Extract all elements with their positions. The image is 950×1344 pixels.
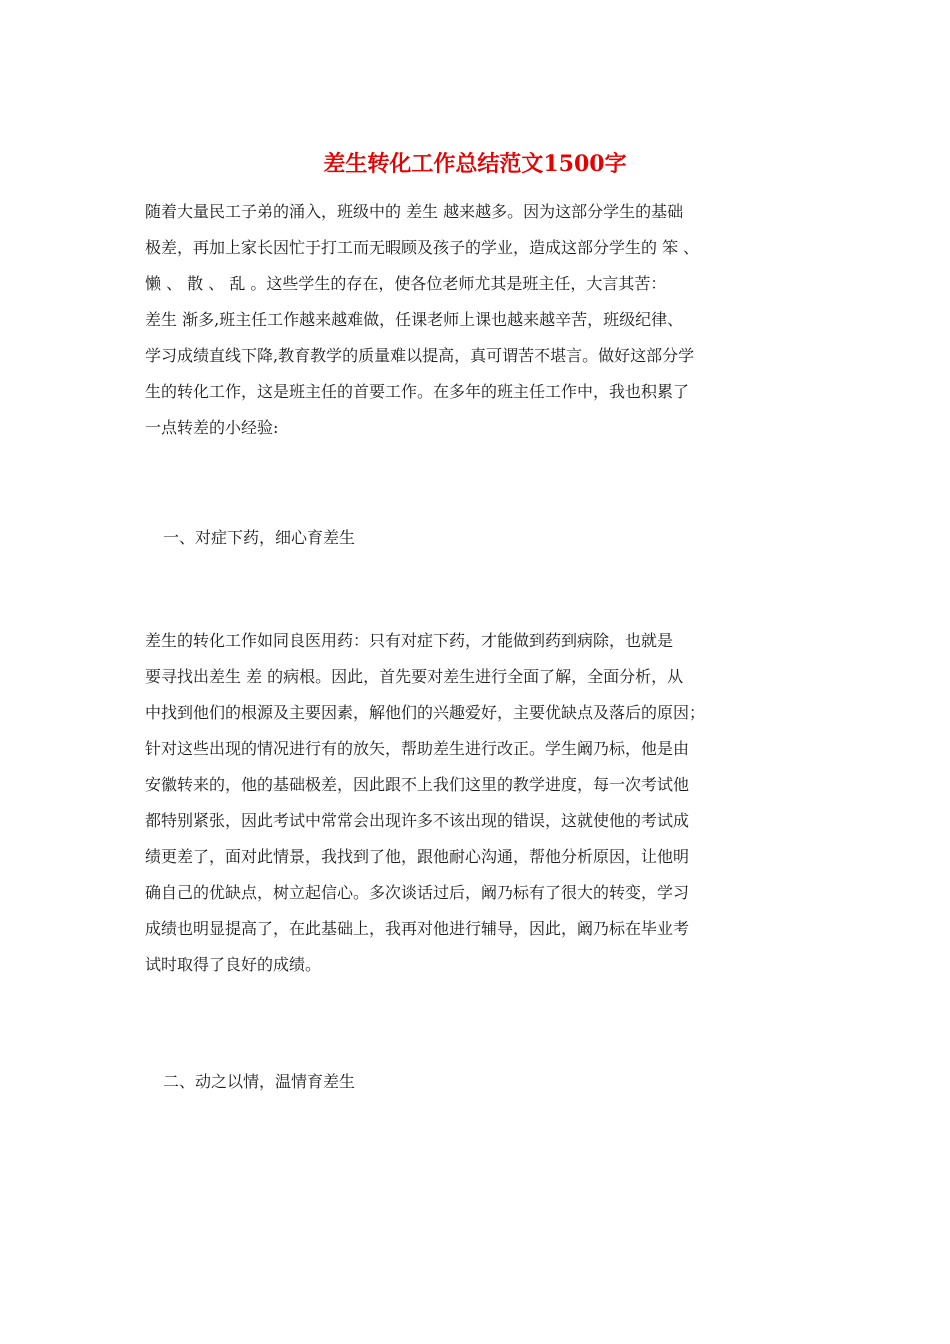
section1-line: 中找到他们的根源及主要因素，解他们的兴趣爱好，主要优缺点及落后的原因； (145, 703, 706, 722)
document-title: 差生转化工作总结范文1500字 (323, 151, 627, 177)
section1-line: 差生的转化工作如同良医用药：只有对症下药，才能做到药到病除，也就是 (145, 631, 674, 650)
section1-line: 安徽转来的，他的基础极差，因此跟不上我们这里的教学进度，每一次考试他 (145, 775, 690, 794)
section-heading-1: 一、对症下药，细心育差生 (163, 528, 356, 547)
section1-line: 要寻找出差生 差 的病根。因此，首先要对差生进行全面了解，全面分析，从 (145, 667, 684, 686)
intro-line: 极差，再加上家长因忙于打工而无暇顾及孩子的学业，造成这部分学生的 笨 、 (145, 238, 700, 257)
intro-line: 差生 渐多,班主任工作越来越难做，任课老师上课也越来越辛苦，班级纪律、 (145, 310, 684, 329)
intro-line: 一点转差的小经验: (145, 418, 279, 437)
section1-line: 确自己的优缺点，树立起信心。多次谈话过后，阚乃标有了很大的转变，学习 (145, 883, 690, 902)
section-heading-2: 二、动之以情，温情育差生 (163, 1072, 356, 1091)
intro-line: 懒 、 散 、 乱 。这些学生的存在，使各位老师尤其是班主任，大言其苦： (145, 274, 667, 293)
intro-line: 生的转化工作，这是班主任的首要工作。在多年的班主任工作中，我也积累了 (145, 382, 690, 401)
section1-line: 绩更差了，面对此情景，我找到了他，跟他耐心沟通，帮他分析原因，让他明 (145, 847, 690, 866)
section1-line: 都特别紧张，因此考试中常常会出现许多不该出现的错误，这就使他的考试成 (145, 811, 690, 830)
intro-line: 随着大量民工子弟的涌入，班级中的 差生 越来越多。因为这部分学生的基础 (145, 202, 684, 221)
section1-line: 针对这些出现的情况进行有的放矢，帮助差生进行改正。学生阚乃标，他是由 (145, 739, 690, 758)
section1-line: 成绩也明显提高了，在此基础上，我再对他进行辅导，因此，阚乃标在毕业考 (145, 919, 690, 938)
intro-line: 学习成绩直线下降,教育教学的质量难以提高，真可谓苦不堪言。做好这部分学 (145, 346, 695, 365)
section1-line: 试时取得了良好的成绩。 (145, 955, 322, 974)
